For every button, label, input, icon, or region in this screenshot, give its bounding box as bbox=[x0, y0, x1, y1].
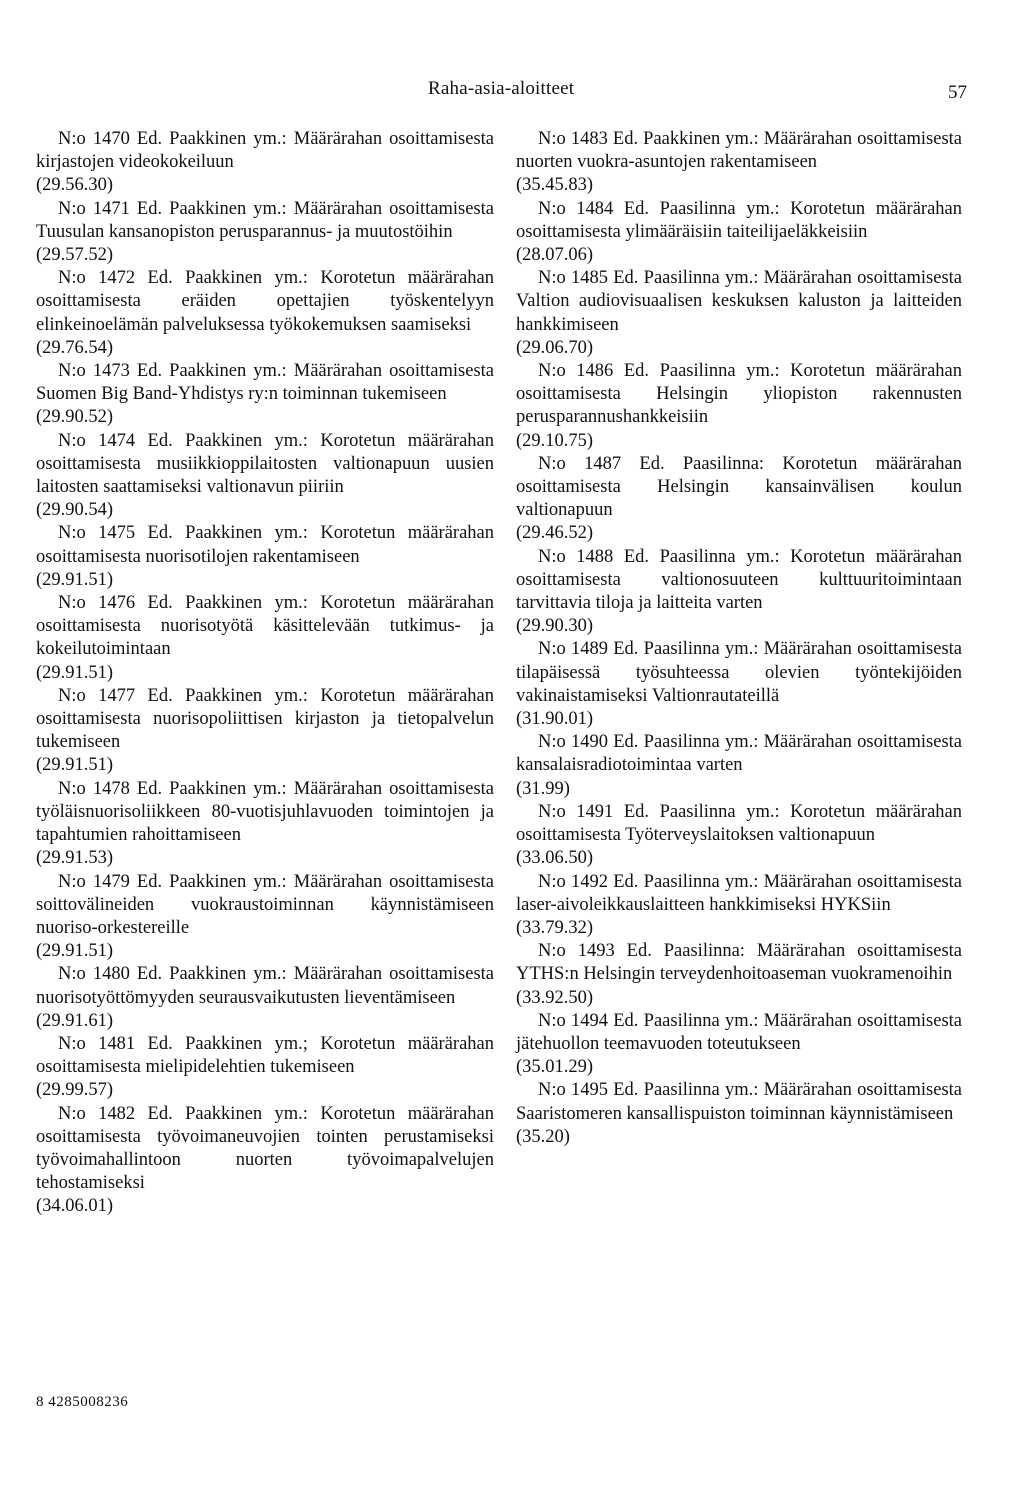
motion-entry bbox=[516, 940, 962, 1010]
motion-entry bbox=[516, 731, 962, 801]
budget-code: (29.91.51) bbox=[36, 569, 114, 590]
motion-text: N:o 1489 Ed. Paasilinna ym.: Määrärahan osoittamisesta tilapäisessä työsuhteessa olevien työntekijöiden vakinaistamiseksi Valtionrautateillä bbox=[516, 639, 962, 706]
motion-entry bbox=[516, 801, 962, 871]
motion-text: N:o 1481 Ed. Paakkinen ym.; Korotetun määrärahan osoittamisesta mielipidelehtien tukemiseen bbox=[36, 1033, 494, 1078]
budget-code: (29.91.51) bbox=[36, 755, 114, 776]
motion-entry bbox=[36, 1103, 494, 1219]
budget-code: (29.91.53) bbox=[36, 848, 114, 869]
motion-entry bbox=[36, 267, 494, 360]
motion-entry bbox=[516, 128, 962, 198]
motion-entry bbox=[516, 198, 962, 268]
motion-text: N:o 1491 Ed. Paasilinna ym.: Korotetun määrärahan osoittamisesta Työterveyslaitoksen valtionapuun bbox=[516, 801, 962, 846]
budget-code: (29.91.61) bbox=[36, 1010, 114, 1031]
budget-code: (29.57.52) bbox=[36, 245, 114, 266]
motion-text: N:o 1470 Ed. Paakkinen ym.: Määrärahan osoittamisesta kirjastojen videokokeiluun bbox=[36, 129, 494, 173]
budget-code: (29.90.54) bbox=[36, 500, 114, 521]
right-column bbox=[516, 128, 962, 1149]
motion-text: N:o 1490 Ed. Paasilinna ym.: Määrärahan osoittamisesta kansalaisradiotoimintaa varten bbox=[516, 732, 962, 776]
budget-code: (31.90.01) bbox=[516, 709, 594, 730]
printer-signature: 8 4285008236 bbox=[36, 1394, 129, 1410]
motion-text: N:o 1494 Ed. Paasilinna ym.: Määrärahan osoittamisesta jätehuollon teemavuoden toteutukseen bbox=[516, 1010, 962, 1054]
motion-text: N:o 1479 Ed. Paakkinen ym.: Määrärahan osoittamisesta soittovälineiden vuokraustoiminnan käynnistämiseen nuoriso-orkestereille bbox=[36, 871, 494, 938]
motion-entry bbox=[516, 871, 962, 941]
motion-text: N:o 1484 Ed. Paasilinna ym.: Korotetun määrärahan osoittamisesta ylimääräisiin taiteilijaeläkkeisiin bbox=[516, 198, 962, 242]
budget-code: (29.90.30) bbox=[516, 616, 594, 637]
budget-code: (29.91.51) bbox=[36, 662, 114, 683]
budget-code: (33.92.50) bbox=[516, 987, 594, 1008]
motion-text: N:o 1476 Ed. Paakkinen ym.: Korotetun määrärahan osoittamisesta nuorisotyötä käsittelevään tutkimus- ja kokeilutoimintaan bbox=[36, 593, 494, 660]
motion-entry bbox=[516, 546, 962, 639]
motion-entry bbox=[516, 1010, 962, 1080]
left-column bbox=[36, 128, 494, 1219]
motion-text: N:o 1485 Ed. Paasilinna ym.: Määrärahan osoittamisesta Valtion audiovisuaalisen keskuksen kaluston ja laitteiden hankkimiseen bbox=[516, 268, 962, 335]
motion-entry bbox=[36, 778, 494, 871]
budget-code: (35.20) bbox=[516, 1126, 570, 1147]
motion-entry bbox=[36, 592, 494, 685]
budget-code: (28.07.06) bbox=[516, 245, 594, 266]
budget-code: (33.79.32) bbox=[516, 917, 594, 938]
budget-code: (29.56.30) bbox=[36, 175, 114, 196]
motion-text: N:o 1495 Ed. Paasilinna ym.: Määrärahan osoittamisesta Saaristomeren kansallispuiston toiminnan käynnistämiseen bbox=[516, 1080, 962, 1124]
motion-text: N:o 1488 Ed. Paasilinna ym.: Korotetun määrärahan osoittamisesta valtionosuuteen kulttuuritoimintaan tarvittavia tiloja ja laitteita varten bbox=[516, 546, 962, 614]
motion-text: N:o 1486 Ed. Paasilinna ym.: Korotetun määrärahan osoittamisesta Helsingin yliopiston rakennusten perusparannushankkeisiin bbox=[516, 361, 962, 428]
motion-entry bbox=[36, 871, 494, 964]
running-header-title: Raha-asia-aloitteet bbox=[428, 78, 575, 99]
motion-entry bbox=[36, 963, 494, 1033]
motion-entry bbox=[516, 1079, 962, 1149]
motion-text: N:o 1473 Ed. Paakkinen ym.: Määrärahan osoittamisesta Suomen Big Band-Yhdistys ry:n toiminnan tukemiseen bbox=[36, 361, 494, 405]
motion-entry bbox=[36, 198, 494, 268]
motion-text: N:o 1472 Ed. Paakkinen ym.: Korotetun määrärahan osoittamisesta eräiden opettajien työskentelyyn elinkeinoelämän palveluksessa työkokemuksen saamiseksi bbox=[36, 268, 494, 335]
page-number: 57 bbox=[948, 82, 967, 103]
budget-code: (29.06.70) bbox=[516, 337, 594, 358]
motion-entry bbox=[516, 360, 962, 453]
motion-text: N:o 1474 Ed. Paakkinen ym.: Korotetun määrärahan osoittamisesta musiikkioppilaitosten valtionapuun uusien laitosten saattamiseksi valtionavun piiriin bbox=[36, 430, 494, 498]
motion-text: N:o 1493 Ed. Paasilinna: Määrärahan osoittamisesta YTHS:n Helsingin terveydenhoitoaseman vuokramenoihin bbox=[516, 941, 962, 985]
motion-text: N:o 1482 Ed. Paakkinen ym.: Korotetun määrärahan osoittamisesta työvoimaneuvojien tointen perustamiseksi työvoimahallintoon nuorten työvoimapalvelujen tehostamiseksi bbox=[36, 1103, 494, 1194]
motion-entry bbox=[36, 1033, 494, 1103]
budget-code: (35.45.83) bbox=[516, 175, 594, 196]
motion-text: N:o 1492 Ed. Paasilinna ym.: Määrärahan osoittamisesta laser-aivoleikkauslaitteen hankkimiseksi HYKSiin bbox=[516, 871, 962, 915]
page-header bbox=[0, 78, 1024, 108]
motion-entry bbox=[516, 638, 962, 731]
budget-code: (31.99) bbox=[516, 778, 570, 799]
budget-code: (29.46.52) bbox=[516, 523, 594, 544]
motion-entry bbox=[516, 453, 962, 546]
motion-text: N:o 1480 Ed. Paakkinen ym.: Määrärahan osoittamisesta nuorisotyöttömyyden seurausvaikutusten lieventämiseen bbox=[36, 964, 494, 1008]
motion-entry bbox=[516, 267, 962, 360]
budget-code: (29.90.52) bbox=[36, 407, 114, 428]
motion-text: N:o 1477 Ed. Paakkinen ym.: Korotetun määrärahan osoittamisesta nuorisopoliittisen kirjaston ja tietopalvelun tukemiseen bbox=[36, 685, 494, 753]
budget-code: (29.99.57) bbox=[36, 1080, 114, 1101]
budget-code: (29.76.54) bbox=[36, 337, 114, 358]
motion-text: N:o 1483 Ed. Paakkinen ym.: Määrärahan osoittamisesta nuorten vuokra-asuntojen rakentamiseen bbox=[516, 129, 962, 173]
budget-code: (29.91.51) bbox=[36, 941, 114, 962]
budget-code: (33.06.50) bbox=[516, 848, 594, 869]
motion-text: N:o 1471 Ed. Paakkinen ym.: Määrärahan osoittamisesta Tuusulan kansanopiston perusparannus- ja muutostöihin bbox=[36, 198, 494, 242]
budget-code: (34.06.01) bbox=[36, 1196, 114, 1217]
budget-code: (35.01.29) bbox=[516, 1057, 594, 1078]
motion-text: N:o 1478 Ed. Paakkinen ym.: Määrärahan osoittamisesta työläisnuorisoliikkeen 80-vuotisjuhlavuoden toimintojen ja tapahtumien rahoittamiseen bbox=[36, 778, 494, 846]
motion-entry bbox=[36, 522, 494, 592]
motion-entry bbox=[36, 430, 494, 523]
motion-entry bbox=[36, 685, 494, 778]
motion-entry bbox=[36, 360, 494, 430]
budget-code: (29.10.75) bbox=[516, 430, 594, 451]
motion-text: N:o 1487 Ed. Paasilinna: Korotetun määrärahan osoittamisesta Helsingin kansainvälisen koulun valtionapuun bbox=[516, 453, 962, 521]
motion-entry bbox=[36, 128, 494, 198]
motion-text: N:o 1475 Ed. Paakkinen ym.: Korotetun määrärahan osoittamisesta nuorisotilojen rakentamiseen bbox=[36, 523, 494, 567]
